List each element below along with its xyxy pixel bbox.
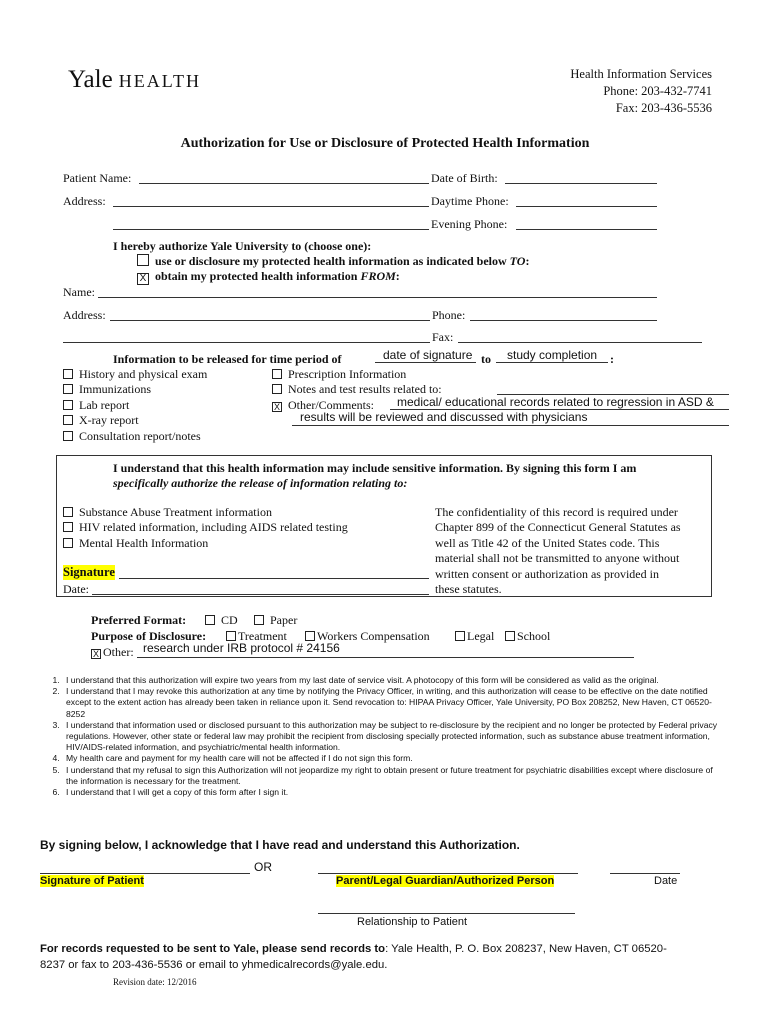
purpose-legal[interactable]: Legal <box>455 629 494 644</box>
sensitive-date-field[interactable] <box>92 594 429 595</box>
info-item[interactable]: Notes and test results related to: <box>272 382 442 397</box>
term-item: 4. My health care and payment for my health care will not be affected if I do not sign this form. <box>62 753 727 764</box>
purpose-school[interactable]: School <box>505 629 550 644</box>
purpose-other-value: research under IRB protocol # 24156 <box>143 641 340 655</box>
option-to-checkbox[interactable] <box>137 254 149 266</box>
info-item[interactable]: Consultation report/notes <box>63 429 207 444</box>
checkbox[interactable] <box>272 384 282 394</box>
info-item[interactable]: X-ray report <box>63 413 207 428</box>
header-contact <box>570 66 712 117</box>
address-field-2[interactable] <box>113 229 429 230</box>
sensitive-list <box>63 505 348 551</box>
date-label: Date <box>654 875 678 887</box>
cd-checkbox[interactable] <box>205 615 215 625</box>
patient-name-field[interactable] <box>139 183 429 184</box>
other-purpose-checkbox[interactable]: X <box>92 649 99 659</box>
sensitive-signature-label: Signature <box>63 565 115 579</box>
recipient-fax-field[interactable] <box>458 342 702 343</box>
period-to-field[interactable] <box>496 362 608 363</box>
legal-checkbox[interactable] <box>455 631 465 641</box>
address-label: Address: <box>63 194 106 208</box>
page-title: Authorization for Use or Disclosure of Protected Health Information <box>180 136 590 151</box>
checkbox[interactable] <box>63 431 73 441</box>
format-cd[interactable]: CD <box>205 613 238 628</box>
recipient-fax-label: Fax: <box>432 330 454 344</box>
or-text: OR <box>254 860 272 874</box>
workers-comp-checkbox[interactable] <box>305 631 315 641</box>
daytime-phone-field[interactable] <box>516 206 657 207</box>
guardian-signature-field[interactable] <box>318 873 578 874</box>
patient-name-label: Patient Name: <box>63 171 132 185</box>
acknowledge-text: By signing below, I acknowledge that I have read and understand this Authorization. <box>40 838 520 852</box>
recipient-address-field-2[interactable] <box>63 342 430 343</box>
other-checkbox[interactable]: X <box>273 401 280 412</box>
school-checkbox[interactable] <box>505 631 515 641</box>
authorize-heading: I hereby authorize Yale University to (choose one): <box>113 239 372 253</box>
authorize-option-to[interactable]: use or disclosure my protected health information as indicated below TO: <box>137 254 529 269</box>
patient-signature-field[interactable] <box>40 873 250 874</box>
sensitive-heading-2: specifically authorize the release of information relating to: <box>113 476 408 490</box>
paper-checkbox[interactable] <box>254 615 264 625</box>
dept-fax: Fax: 203-436-5536 <box>615 101 712 115</box>
recipient-address-field[interactable] <box>110 320 430 321</box>
sensitive-date-label: Date: <box>63 582 89 596</box>
relationship-field[interactable] <box>318 913 575 914</box>
info-item[interactable]: Lab report <box>63 398 207 413</box>
info-item[interactable]: History and physical exam <box>63 367 207 382</box>
comments-value-1: medical/ educational records related to regression in ASD & <box>397 395 714 409</box>
format-paper[interactable]: Paper <box>254 613 297 628</box>
period-label: Information to be released for time period of <box>113 352 342 366</box>
address-field[interactable] <box>113 206 429 207</box>
purpose-other-field[interactable] <box>137 657 634 658</box>
term-item: 2. I understand that I may revoke this authorization at any time by notifying the Privacy Officer, in writing, and this authorization will cease to be effective on the date notified except to the extent action has already been taken in reliance upon it. Send revocation to: HIPAA Privacy Officer, Yale University, PO Box 208252, New Haven, CT 06520-8252 <box>62 686 727 720</box>
checkbox[interactable] <box>63 415 73 425</box>
dob-field[interactable] <box>505 183 657 184</box>
evening-phone-label: Evening Phone: <box>431 217 508 231</box>
evening-phone-field[interactable] <box>516 229 657 230</box>
comments-value-2: results will be reviewed and discussed with physicians <box>300 410 588 424</box>
sensitive-item[interactable]: Substance Abuse Treatment information <box>63 505 348 520</box>
period-from-value: date of signature <box>383 348 473 362</box>
period-end: : <box>610 352 614 366</box>
option-from-checkbox[interactable]: X <box>137 273 149 285</box>
authorize-option-from[interactable]: X obtain my protected health information FROM: <box>137 269 400 285</box>
info-item[interactable]: X Other/Comments: <box>273 397 374 412</box>
checkbox[interactable] <box>63 369 73 379</box>
sensitive-item[interactable]: HIV related information, including AIDS related testing <box>63 520 348 535</box>
confidentiality-text: The confidentiality of this record is required under Chapter 899 of the Connecticut General Statutes as well as Title 42 of the United States code. This material shall not be transmitted to anyone without written consent or authorization as provided in these statutes. <box>435 505 681 597</box>
purpose-workers-comp[interactable]: Workers Compensation <box>305 629 430 644</box>
recipient-phone-label: Phone: <box>432 308 466 322</box>
period-to-label: to <box>481 352 491 366</box>
logo-word: Yale <box>68 66 113 93</box>
daytime-phone-label: Daytime Phone: <box>431 194 509 208</box>
patient-signature-label: Signature of Patient <box>40 875 144 887</box>
revision-date: Revision date: 12/2016 <box>113 977 197 987</box>
term-item: 5. I understand that my refusal to sign this Authorization will not jeopardize my right to obtain present or future treatment for psychiatric disabilities except where disclosure of the information is necessary for the treatment. <box>62 765 727 787</box>
sensitive-heading-1: I understand that this health information may include sensitive information. By signing this form I am <box>113 461 637 475</box>
dept-name: Health Information Services <box>570 67 712 81</box>
logo-word2: HEALTH <box>118 71 202 91</box>
term-item: 3. I understand that information used or disclosed pursuant to this authorization may be subject to re-disclosure by the recipient and no longer be protected by Federal privacy regulations. However, other state or federal law may prohibit the recipient from disclosing specially protected information, such as substance abuse treatment information, HIV/AIDS-related information, and psychiatric/mental health information. <box>62 720 727 754</box>
purpose-treatment[interactable]: Treatment <box>226 629 287 644</box>
recipient-phone-field[interactable] <box>470 320 657 321</box>
comments-field-2[interactable] <box>292 425 729 426</box>
yale-health-logo <box>68 66 201 94</box>
sensitive-item[interactable]: Mental Health Information <box>63 536 348 551</box>
recipient-name-field[interactable] <box>98 297 657 298</box>
term-item: 1. I understand that this authorization will expire two years from my last date of service visit. A photocopy of this form will be considered as valid as the original. <box>62 675 727 686</box>
checkbox[interactable] <box>63 384 73 394</box>
term-item: 6. I understand that I will get a copy of this form after I sign it. <box>62 787 727 798</box>
recipient-name-label: Name: <box>63 285 95 299</box>
dob-label: Date of Birth: <box>431 171 498 185</box>
guardian-signature-label: Parent/Legal Guardian/Authorized Person <box>336 875 555 887</box>
info-item[interactable]: Immunizations <box>63 382 207 397</box>
terms-list <box>42 675 727 798</box>
purpose-other[interactable]: X Other: <box>92 645 134 659</box>
recipient-address-label: Address: <box>63 308 106 322</box>
checkbox[interactable] <box>272 369 282 379</box>
checkbox[interactable] <box>63 400 73 410</box>
format-label: Preferred Format: <box>91 613 187 627</box>
period-to-value: study completion <box>507 348 598 362</box>
purpose-label: Purpose of Disclosure: <box>91 629 207 643</box>
checkbox[interactable] <box>63 522 73 532</box>
records-instructions: For records requested to be sent to Yale, please send records to: Yale Health, P. O. Box 208237, New Haven, CT 06520- 8237 or fax to 203-436-5536 or email to yhmedicalrecords@yale.edu. <box>40 943 667 971</box>
dept-phone: Phone: 203-432-7741 <box>603 84 712 98</box>
info-list-left <box>63 367 207 444</box>
checkbox[interactable] <box>63 507 73 517</box>
checkbox[interactable] <box>63 538 73 548</box>
period-from-field[interactable] <box>375 362 476 363</box>
date-field[interactable] <box>610 873 680 874</box>
relationship-label: Relationship to Patient <box>357 916 468 928</box>
info-item[interactable]: Prescription Information <box>272 367 442 382</box>
treatment-checkbox[interactable] <box>226 631 236 641</box>
sensitive-signature-field[interactable] <box>119 578 429 579</box>
